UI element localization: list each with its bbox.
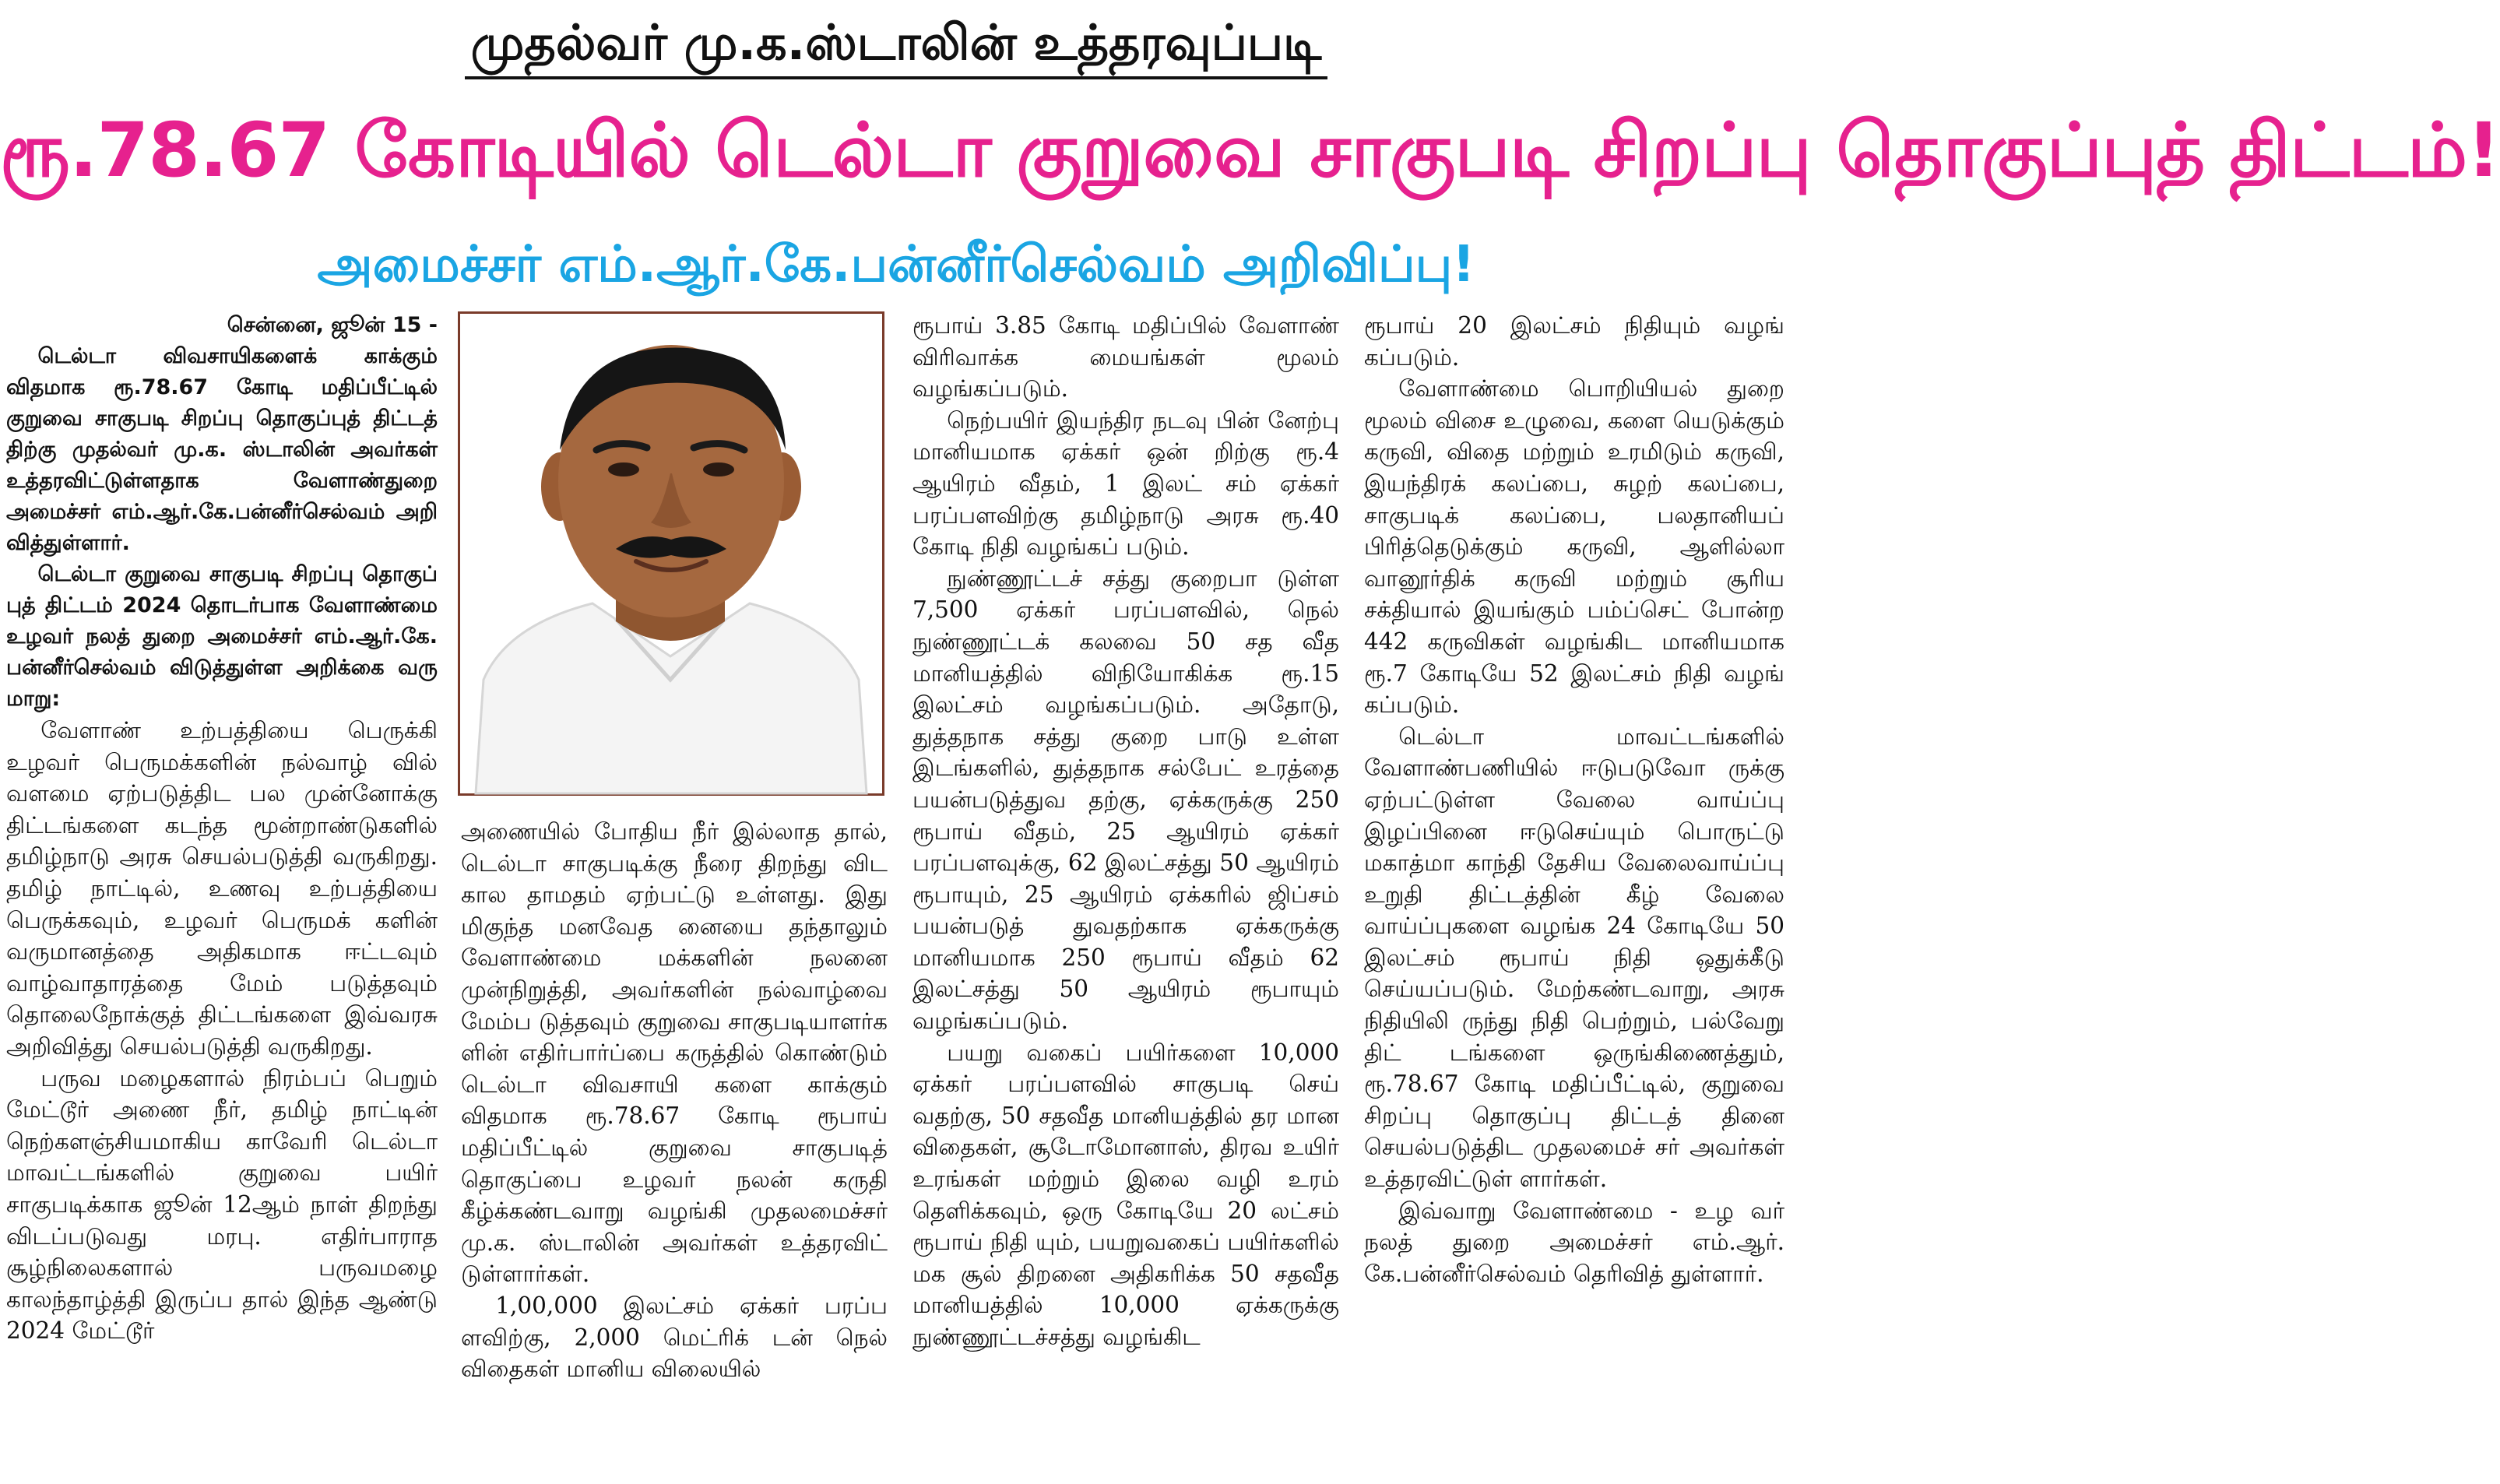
kicker-line	[0, 9, 1792, 79]
article-column-1	[6, 310, 438, 1478]
paragraph: இவ்வாறு வேளாண்மை - உழ வர் நலத் துறை அமைச்சர் எம்.ஆர். கே.பன்னீர்செல்வம் தெரிவித் துள்ளார்.	[1364, 1197, 1784, 1287]
article-column-4	[1364, 310, 1784, 1478]
minister-portrait-photo	[458, 311, 884, 796]
paragraph: நுண்ணூட்டச் சத்து குறைபா டுள்ள 7,500 ஏக்கர் பரப்பளவில், நெல் நுண்ணூட்டக் கலவை 50 சத வீத மானியத்தில் விநியோகிக்க ரூ.15 இலட்சம் வழங்கப்படும். அதோடு, துத்தநாக சத்து குறை பாடு உள்ள இடங்களில், துத்தநாக சல்பேட் உரத்தை பயன்படுத்துவ தற்கு, ஏக்கருக்கு 250 ரூபாய் வீதம், 25 ஆயிரம் ஏக்கர் பரப்பளவுக்கு, 62 இலட்சத்து 50 ஆயிரம் ரூபாயும், 25 ஆயிரம் ஏக்கரில் ஜிப்சம் பயன்படுத் துவதற்காக ஏக்கருக்கு மானியமாக 250 ரூபாய் வீதம் 62 இலட்சத்து 50 ஆயிரம் ரூபாயும் வழங்கப்படும்.	[912, 564, 1339, 1035]
article-column-3	[912, 310, 1339, 1478]
paragraph: அணையில் போதிய நீர் இல்லாத தால், டெல்டா சாகுபடிக்கு நீரை திறந்து விட கால தாமதம் ஏற்பட்டு உள்ளது. இது மிகுந்த மனவேத னையை தந்தாலும் வேளாண்மை மக்களின் நலனை முன்நிறுத்தி, அவர்களின் நல்வாழ்வை மேம்ப டுத்தவும் குறுவை சாகுபடியாளர்க ளின் எதிர்பார்ப்பை கருத்தில் கொண்டும் டெல்டா விவசாயி களை காக்கும் விதமாக ரூ.78.67 கோடி ரூபாய் மதிப்பீட்டில் குறுவை சாகுபடித் தொகுப்பை உழவர் நலன் கருதி கீழ்க்கண்டவாறு வழங்கி முதலமைச்சர் மு.க. ஸ்டாலின் அவர்கள் உத்தரவிட் டுள்ளார்கள்.	[461, 818, 888, 1288]
article-column-2	[461, 816, 888, 1478]
paragraph: ரூபாய் 3.85 கோடி மதிப்பில் வேளாண் விரிவாக்க மையங்கள் மூலம் வழங்கப்படும்.	[912, 312, 1339, 403]
paragraph: ரூபாய் 20 இலட்சம் நிதியும் வழங் கப்படும்.	[1364, 312, 1784, 371]
paragraph: டெல்டா விவசாயிகளைக் காக்கும் விதமாக ரூ.78.67 கோடி மதிப்பீட்டில் குறுவை சாகுபடி சிறப்பு தொகுப்புத் திட்டத் திற்கு முதல்வர் மு.க. ஸ்டாலின் அவர்கள் உத்தரவிட்டுள்ளதாக வேளாண்துறை அமைச்சர் எம்.ஆர்.கே.பன்னீர்செல்வம் அறி வித்துள்ளார்.	[6, 344, 438, 555]
portrait-illustration	[460, 314, 882, 793]
dateline: சென்னை, ஜூன் 15 -	[227, 313, 438, 337]
headline: ரூ.78.67 கோடியில் டெல்டா குறுவை சாகுபடி சிறப்பு தொகுப்புத் திட்டம்!	[0, 107, 2500, 194]
paragraph: வேளாண் உற்பத்தியை பெருக்கி உழவர் பெருமக்களின் நல்வாழ் வில் வளமை ஏற்படுத்திட பல முன்னோக்கு திட்டங்களை கடந்த மூன்றாண்டுகளில் தமிழ்நாடு அரசு செயல்படுத்தி வருகிறது. தமிழ் நாட்டில், உணவு உற்பத்தியை பெருக்கவும், உழவர் பெருமக் களின் வருமானத்தை அதிகமாக ஈட்டவும் வாழ்வாதாரத்தை மேம் படுத்தவும் தொலைநோக்குத் திட்டங்களை இவ்வரசு அறிவித்து செயல்படுத்தி வருகிறது.	[6, 717, 438, 1060]
kicker-text: முதல்வர் மு.க.ஸ்டாலின் உத்தரவுப்படி	[465, 9, 1328, 79]
paragraph: டெல்டா குறுவை சாகுபடி சிறப்பு தொகுப் புத் திட்டம் 2024 தொடர்பாக வேளாண்மை உழவர் நலத் துறை அமைச்சர் எம்.ஆர்.கே. பன்னீர்செல்வம் விடுத்துள்ள அறிக்கை வரு மாறு:	[6, 562, 438, 711]
paragraph: பயறு வகைப் பயிர்களை 10,000 ஏக்கர் பரப்பளவில் சாகுபடி செய் வதற்கு, 50 சதவீத மானியத்தில் தர மான விதைகள், சூடோமோனாஸ், திரவ உயிர் உரங்கள் மற்றும் இலை வழி உரம் தெளிக்கவும், ஒரு கோடியே 20 லட்சம் ரூபாய் நிதி யும், பயறுவகைப் பயிர்களில் மக சூல் திறனை அதிகரிக்க 50 சதவீத மானியத்தில் 10,000 ஏக்கருக்கு நுண்ணூட்டச்சத்து வழங்கிட	[912, 1039, 1339, 1350]
paragraph: வேளாண்மை பொறியியல் துறை மூலம் விசை உழுவை, களை யெடுக்கும் கருவி, விதை மற்றும் உரமிடும் கருவி, இயந்திரக் கலப்பை, சுழற் கலப்பை, சாகுபடிக் கலப்பை, பலதானியப் பிரித்தெடுக்கும் கருவி, ஆளில்லா வானூர்திக் கருவி மற்றும் சூரிய சக்தியால் இயங்கும் பம்ப்செட் போன்ற 442 கருவிகள் வழங்கிட மானியமாக ரூ.7 கோடியே 52 இலட்சம் நிதி வழங் கப்படும்.	[1364, 375, 1784, 719]
paragraph: பருவ மழைகளால் நிரம்பப் பெறும் மேட்டூர் அணை நீர், தமிழ் நாட்டின் நெற்களஞ்சியமாகிய காவேரி டெல்டா மாவட்டங்களில் குறுவை பயிர் சாகுபடிக்காக ஜூன் 12ஆம் நாள் திறந்து விடப்படுவது மரபு. எதிர்பாராத சூழ்நிலைகளால் பருவமழை காலந்தாழ்த்தி இருப்ப தால் இந்த ஆண்டு 2024 மேட்டூர்	[6, 1064, 438, 1345]
subheadline: அமைச்சர் எம்.ஆர்.கே.பன்னீர்செல்வம் அறிவிப்பு!	[317, 236, 1475, 294]
paragraph: டெல்டா மாவட்டங்களில் வேளாண்பணியில் ஈடுபடுவோ ருக்கு ஏற்பட்டுள்ள வேலை வாய்ப்பு இழப்பினை ஈடுசெய்யும் பொருட்டு மகாத்மா காந்தி தேசிய வேலைவாய்ப்பு உறுதி திட்டத்தின் கீழ் வேலை வாய்ப்புகளை வழங்க 24 கோடியே 50 இலட்சம் ரூபாய் நிதி ஒதுக்கீடு செய்யப்படும். மேற்கண்டவாறு, அரசு நிதியிலி ருந்து நிதி பெற்றும், பல்வேறு திட் டங்களை ஒருங்கிணைத்தும், ரூ.78.67 கோடி மதிப்பீட்டில், குறுவை சிறப்பு தொகுப்பு திட்டத் தினை செயல்படுத்திட முதலமைச் சர் அவர்கள் உத்தரவிட்டுள் ளார்கள்.	[1364, 723, 1784, 1193]
paragraph: 1,00,000 இலட்சம் ஏக்கர் பரப்ப ளவிற்கு, 2,000 மெட்ரிக் டன் நெல் விதைகள் மானிய விலையில்	[461, 1292, 888, 1383]
paragraph: நெற்பயிர் இயந்திர நடவு பின் னேற்பு மானியமாக ஏக்கர் ஒன் றிற்கு ரூ.4 ஆயிரம் வீதம், 1 இலட் சம் ஏக்கர் பரப்பளவிற்கு தமிழ்நாடு அரசு ரூ.40 கோடி நிதி வழங்கப் படும்.	[912, 406, 1339, 561]
